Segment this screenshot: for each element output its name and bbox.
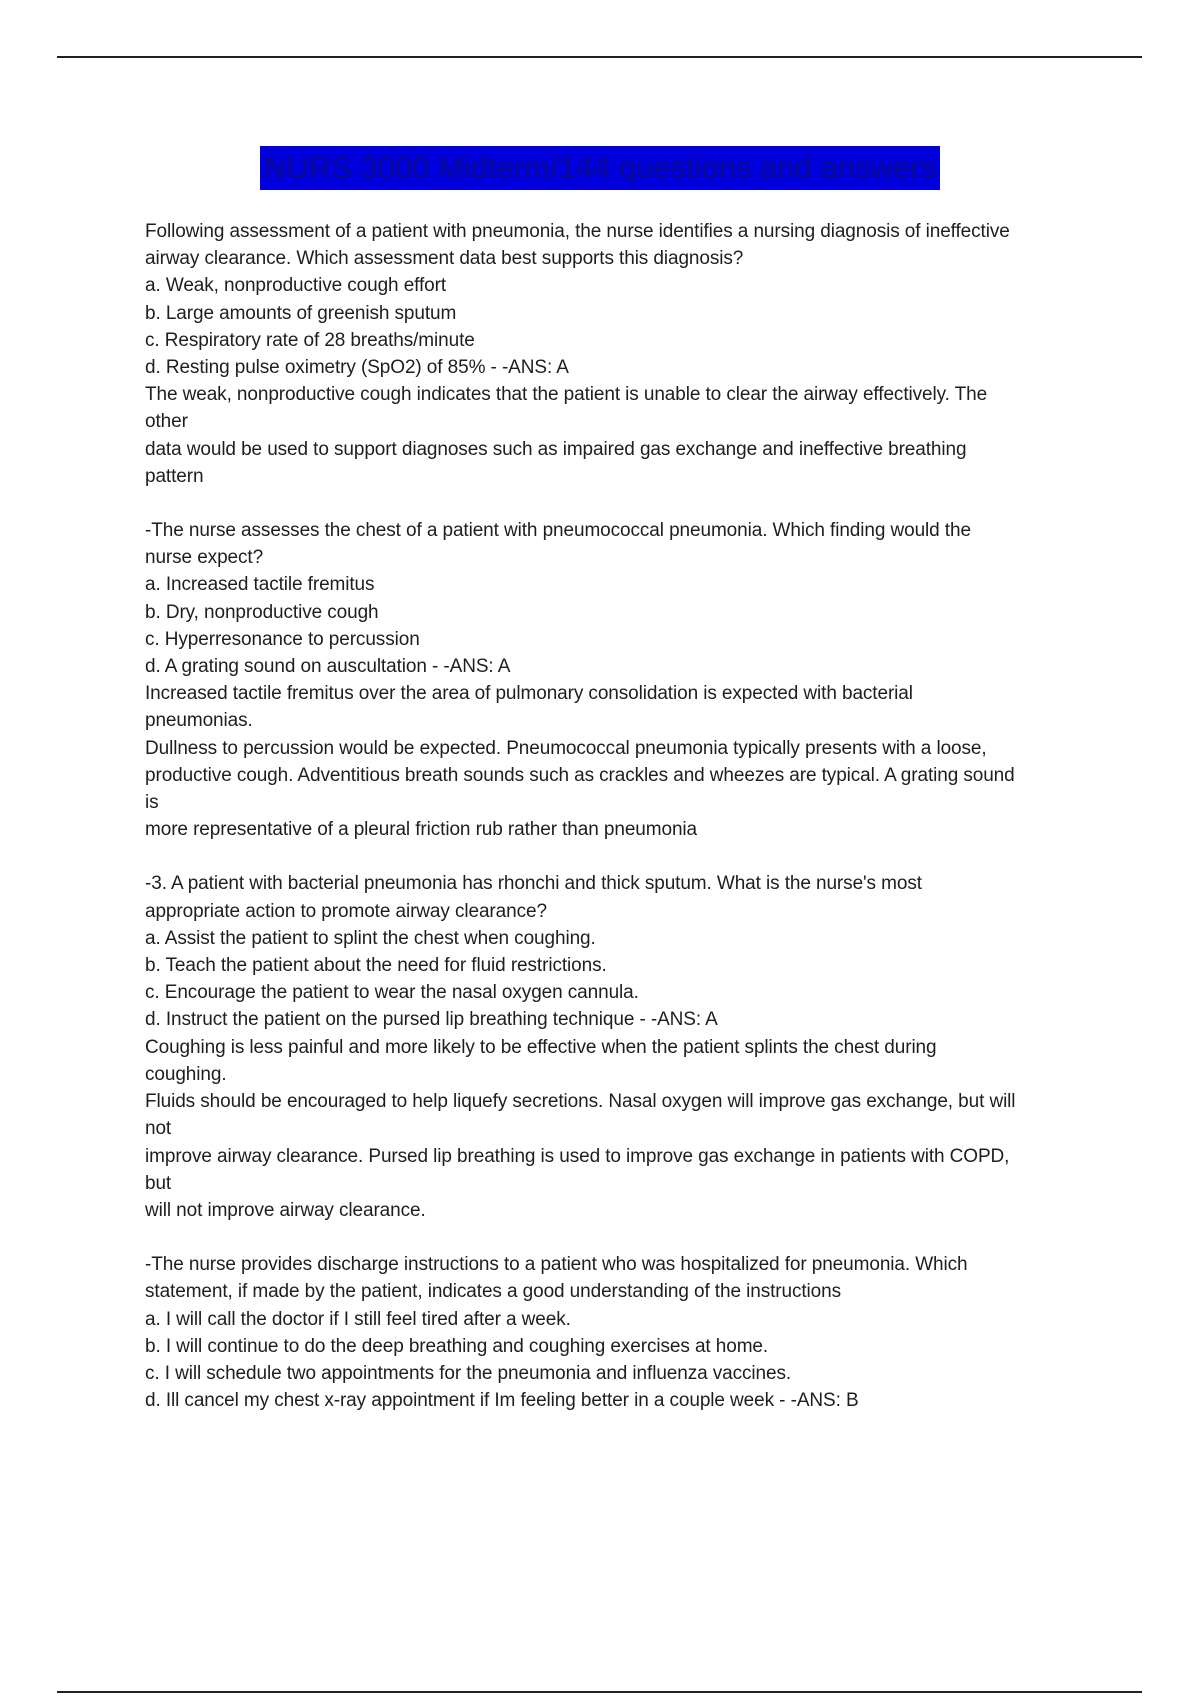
- text-line: will not improve airway clearance.: [145, 1199, 426, 1221]
- text-line: The weak, nonproductive cough indicates that the patient is unable to clear the airway effectively. The: [145, 384, 988, 406]
- bottom-divider: [57, 1691, 1142, 1693]
- question-block: [145, 1251, 1105, 1414]
- text-line: b. Large amounts of greenish sputum: [145, 302, 457, 324]
- text-line: a. I will call the doctor if I still feel tired after a week.: [145, 1308, 571, 1330]
- text-line: a. Weak, nonproductive cough effort: [145, 275, 447, 297]
- text-line: b. Teach the patient about the need for fluid restrictions.: [145, 955, 607, 977]
- text-line: Dullness to percussion would be expected. Pneumococcal pneumonia typically presents with a loose,: [145, 737, 987, 759]
- text-line: a. Increased tactile fremitus: [145, 574, 375, 596]
- question-block: [145, 218, 1105, 490]
- text-line: productive cough. Adventitious breath sounds such as crackles and wheezes are typical. A grating sound: [145, 764, 1015, 786]
- text-line: data would be used to support diagnoses such as impaired gas exchange and ineffective breathing: [145, 438, 967, 460]
- text-line: c. I will schedule two appointments for the pneumonia and influenza vaccines.: [145, 1362, 792, 1384]
- text-line: c. Hyperresonance to percussion: [145, 628, 420, 650]
- text-line: d. Instruct the patient on the pursed lip breathing technique - -ANS: A: [145, 1009, 718, 1031]
- title-block: [0, 146, 1200, 190]
- document-body: [145, 218, 1105, 1441]
- text-line: pneumonias.: [145, 710, 253, 732]
- text-line: pattern: [145, 465, 204, 487]
- text-line: d. Resting pulse oximetry (SpO2) of 85% - -ANS: A: [145, 357, 569, 379]
- text-line: c. Encourage the patient to wear the nasal oxygen cannula.: [145, 982, 639, 1004]
- text-line: d. Ill cancel my chest x-ray appointment if Im feeling better in a couple week - -ANS: B: [145, 1390, 859, 1412]
- text-line: nurse expect?: [145, 547, 264, 569]
- text-line: not: [145, 1118, 172, 1140]
- text-line: airway clearance. Which assessment data best supports this diagnosis?: [145, 248, 744, 270]
- question-block: [145, 870, 1105, 1224]
- text-line: coughing.: [145, 1063, 227, 1085]
- text-line: d. A grating sound on auscultation - -ANS: A: [145, 656, 511, 678]
- text-line: Increased tactile fremitus over the area of pulmonary consolidation is expected with bacterial: [145, 683, 913, 705]
- text-line: more representative of a pleural friction rub rather than pneumonia: [145, 819, 698, 841]
- text-line: appropriate action to promote airway clearance?: [145, 900, 547, 922]
- text-line: improve airway clearance. Pursed lip breathing is used to improve gas exchange in patients with COPD,: [145, 1145, 1010, 1167]
- document-title: NURS 3000 Midterm/144 questions and answers: [260, 146, 940, 190]
- text-line: -The nurse provides discharge instructions to a patient who was hospitalized for pneumonia. Which: [145, 1254, 968, 1276]
- text-line: b. I will continue to do the deep breathing and coughing exercises at home.: [145, 1335, 769, 1357]
- text-line: but: [145, 1172, 172, 1194]
- text-line: is: [145, 792, 159, 814]
- text-line: Coughing is less painful and more likely to be effective when the patient splints the chest during: [145, 1036, 937, 1058]
- text-line: a. Assist the patient to splint the chest when coughing.: [145, 927, 596, 949]
- text-line: b. Dry, nonproductive cough: [145, 601, 379, 623]
- question-block: [145, 517, 1105, 843]
- top-divider: [57, 56, 1142, 58]
- text-line: Fluids should be encouraged to help liquefy secretions. Nasal oxygen will improve gas exchange, but will: [145, 1091, 1016, 1113]
- text-line: -The nurse assesses the chest of a patient with pneumococcal pneumonia. Which finding would the: [145, 520, 971, 542]
- text-line: c. Respiratory rate of 28 breaths/minute: [145, 329, 475, 351]
- text-line: other: [145, 411, 188, 433]
- text-line: -3. A patient with bacterial pneumonia has rhonchi and thick sputum. What is the nurse's most: [145, 873, 922, 895]
- text-line: Following assessment of a patient with pneumonia, the nurse identifies a nursing diagnosis of ineffective: [145, 221, 1010, 242]
- text-line: statement, if made by the patient, indicates a good understanding of the instructions: [145, 1281, 841, 1303]
